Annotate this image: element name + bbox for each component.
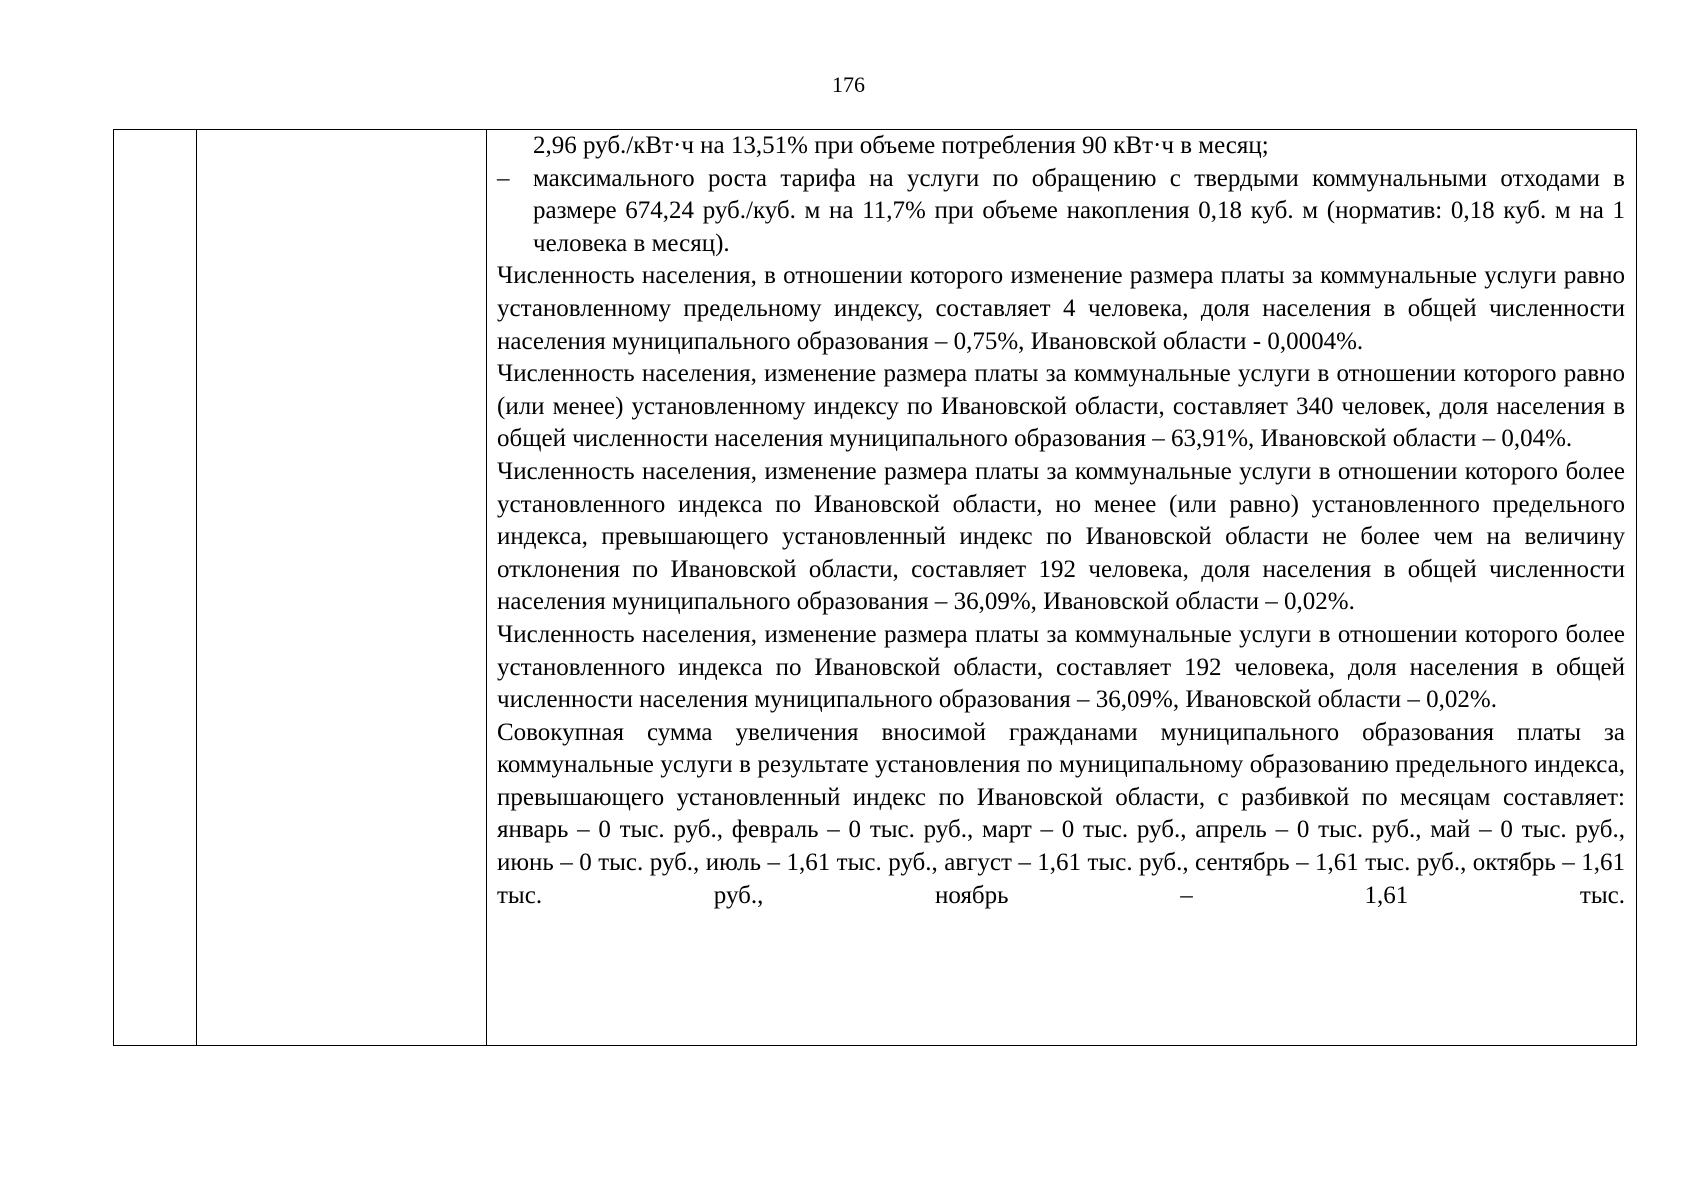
page-number: 176 [832, 72, 865, 97]
paragraph-population-above-index: Численность населения, изменение размера платы за коммунальные услуги в отношении которого более установленного индекса по Ивановской области, составляет 192 человека, доля населения в общей численности населения муниципального образования – 36,09%, Ивановской области – 0,02%. [497, 620, 1625, 714]
table-cell-number [114, 130, 197, 1045]
paragraph-population-between-index-limit: Численность населения, изменение размера платы за коммунальные услуги в отношении которого более установленного индекса по Ивановской области, но менее (или равно) установленного предельного индекса, превышающего установленный индекс по Ивановской области не более чем на величину отклонения по Ивановской области, составляет 192 человека, доля населения в общей численности населения муниципального образования – 36,09%, Ивановской области – 0,02%. [497, 457, 1625, 616]
paragraph-population-below-index: Численность населения, изменение размера платы за коммунальные услуги в отношении которого равно (или менее) установленному индексу по Ивановской области, составляет 340 человек, доля населения в общей численности населения муниципального образования – 63,91%, Ивановской области – 0,04%. [497, 360, 1625, 453]
dash-marker: – [497, 164, 510, 192]
list-item-text: максимального роста тарифа на услуги по обращению с твердыми коммунальными отходами в размере 674,24 руб./куб. м на 11,7% при объеме накопления 0,18 куб. м (норматив: 0,18 куб. м на 1 человека в месяц). [533, 164, 1625, 257]
document-table [113, 129, 1637, 1046]
table-cell-title [197, 130, 487, 1045]
paragraph-population-equal-limit: Численность населения, в отношении которого изменение размера платы за коммунальные услуги равно установленному предельному индексу, составляет 4 человека, доля населения в общей численности населения муниципального образования – 0,75%, Ивановской области - 0,0004%. [497, 262, 1625, 355]
paragraph-monthly-increase: Совокупная сумма увеличения вносимой гражданами муниципального образования платы за коммунальные услуги в результате установления по муниципальному образованию предельного индекса, превышающего установленный индекс по Ивановской области, с разбивкой по месяцам составляет: январь – 0 тыс. руб., февраль – 0 тыс. руб., март – 0 тыс. руб., апрель – 0 тыс. руб., май – 0 тыс. руб., июнь – 0 тыс. руб., июль – 1,61 тыс. руб., август – 1,61 тыс. руб., сентябрь – 1,61 тыс. руб., октябрь – 1,61 тыс. руб., ноябрь – 1,61 тыс. [497, 718, 1625, 909]
list-item [497, 163, 1625, 261]
table-cell-content [487, 130, 1636, 1045]
continued-line: 2,96 руб./кВт·ч на 13,51% при объеме потребления 90 кВт·ч в месяц; [533, 132, 1269, 159]
